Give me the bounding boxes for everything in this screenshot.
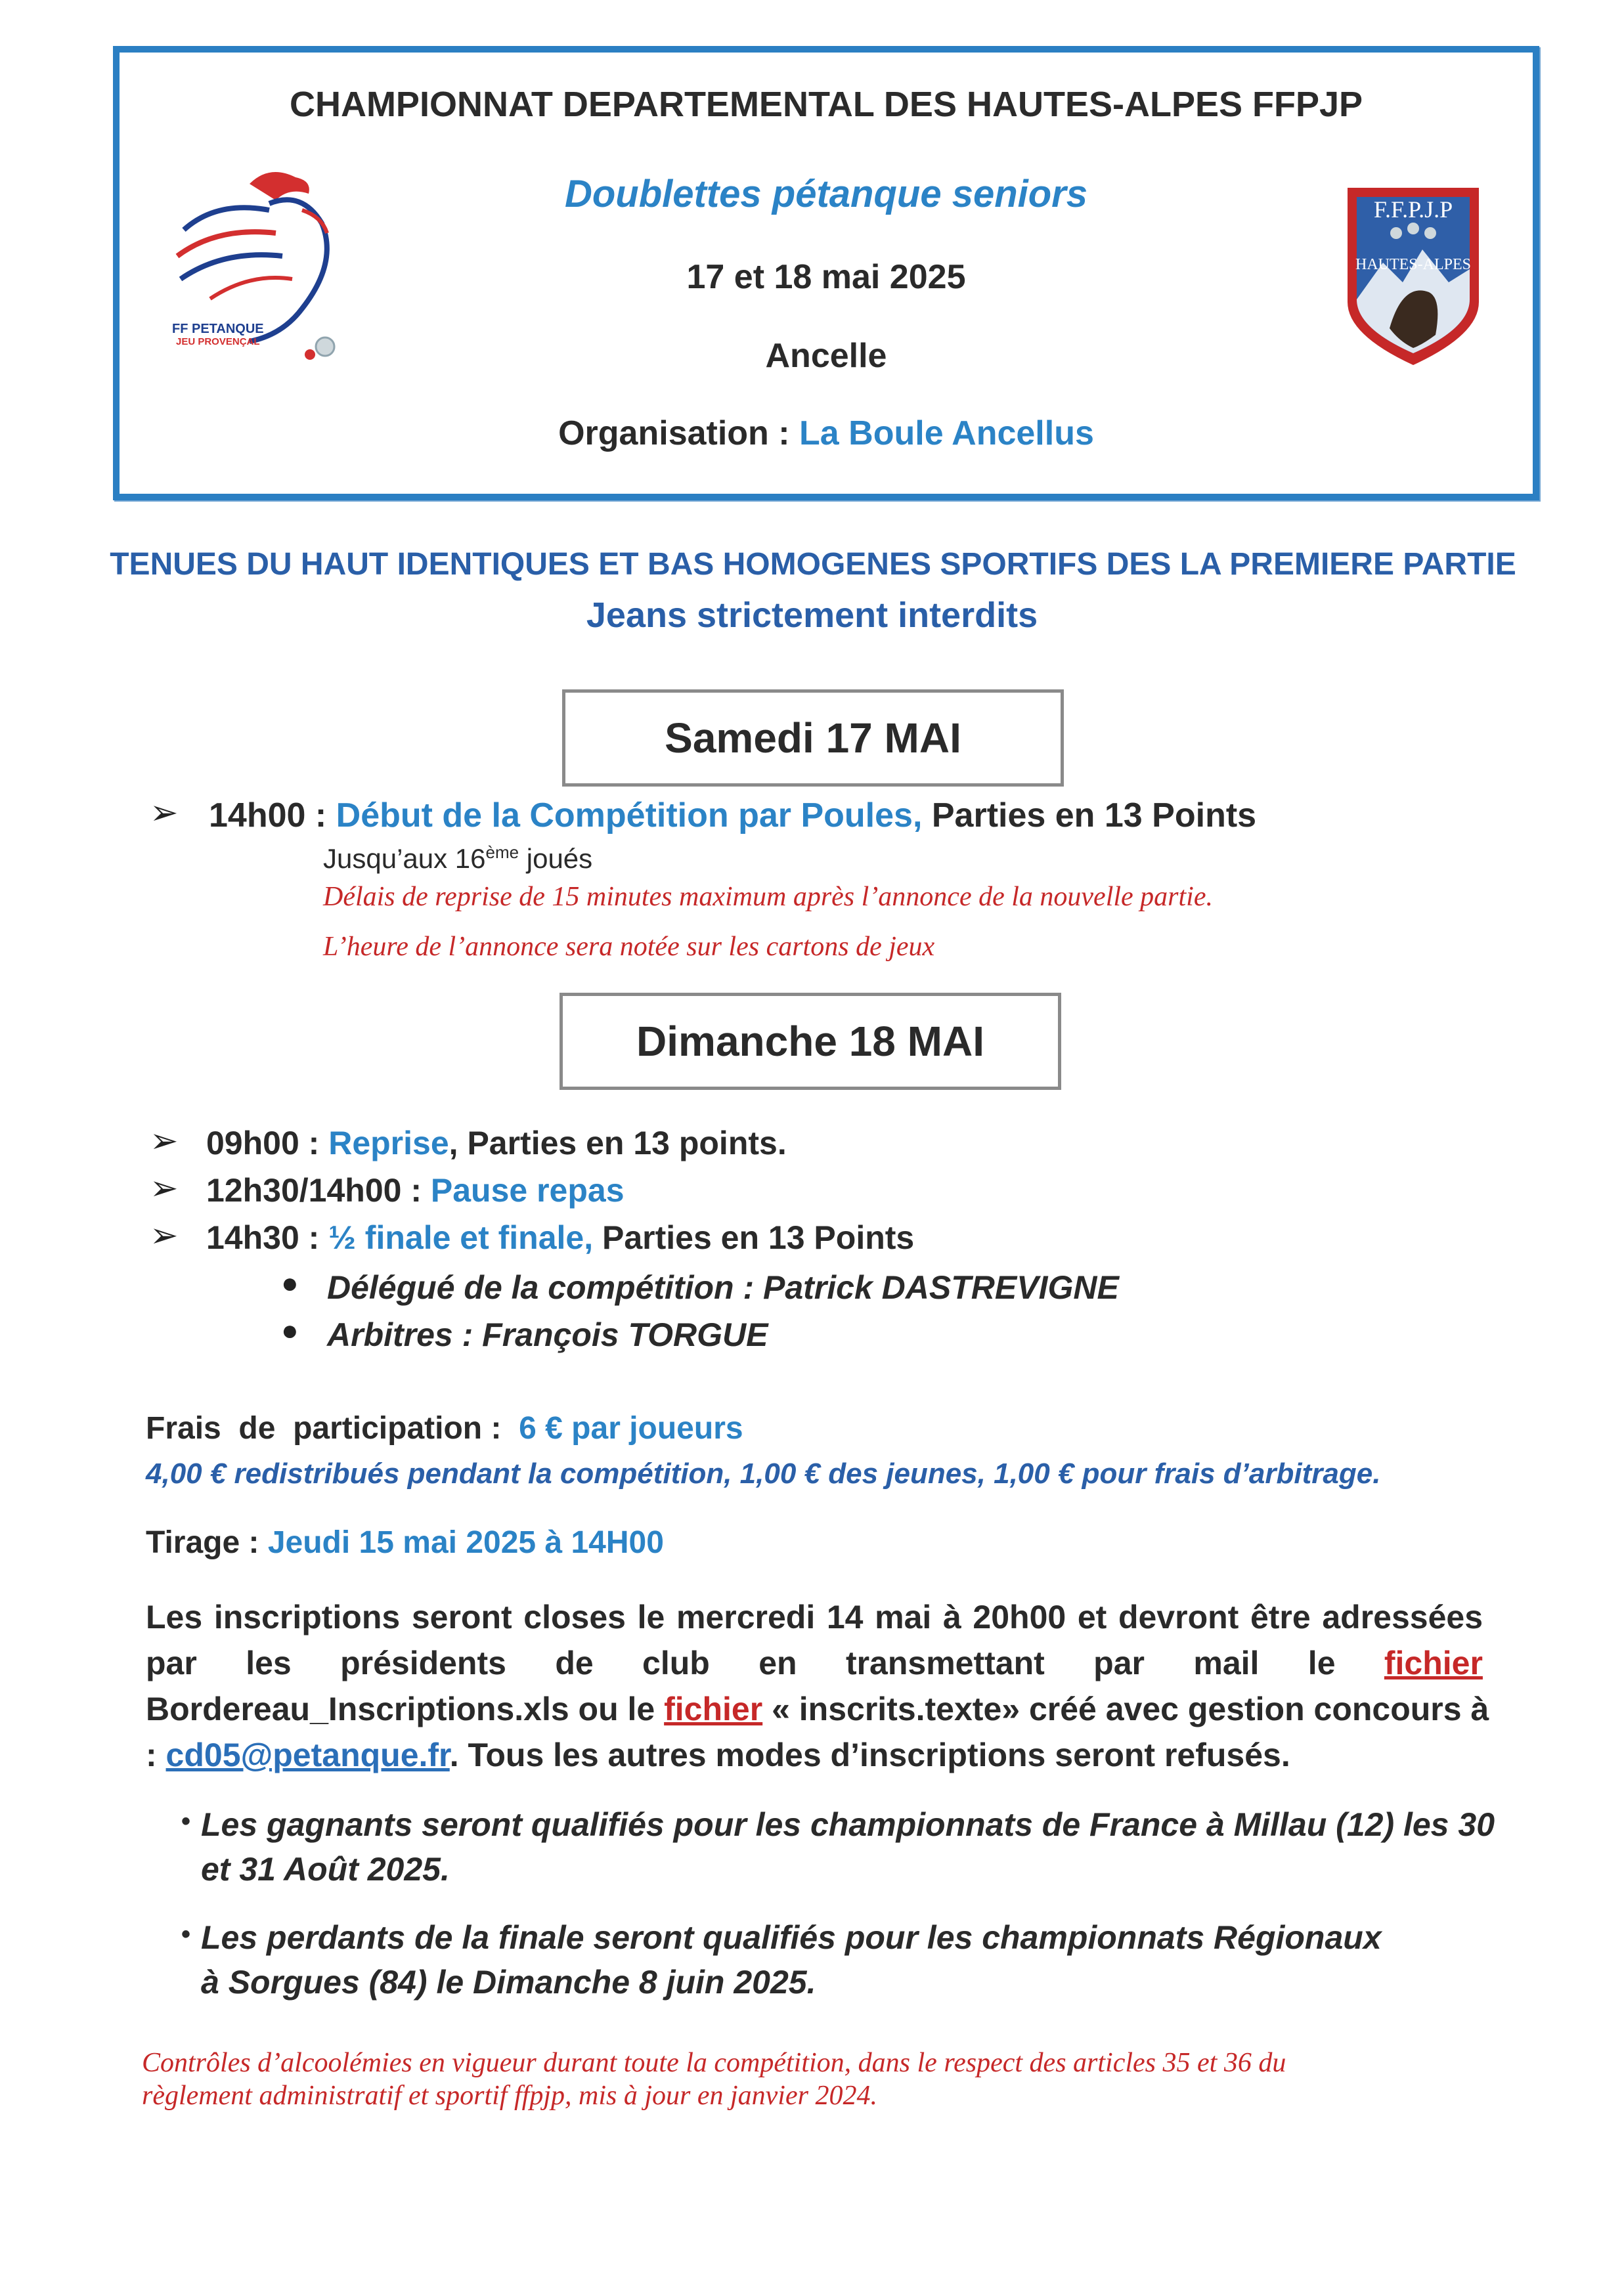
registration-word: transmettant <box>845 1645 1045 1681</box>
organisation-sep: : <box>768 414 800 452</box>
qualification-winners-line1: Les gagnants seront qualifiés pour les championnats de France à Millau (12) les 30 <box>201 1806 1495 1843</box>
saturday-rest: Parties en 13 Points <box>922 796 1257 834</box>
qualification-finalists-line1: Les perdants de la finale seront qualifiés pour les championnats Régionaux <box>201 1919 1382 1956</box>
registration-word: de <box>555 1645 594 1681</box>
fees-label: Frais de participation : <box>146 1411 502 1446</box>
registration-word: club <box>642 1645 710 1681</box>
sunday-item-highlight: ½ finale et finale, <box>328 1219 594 1256</box>
draw-label: Tirage : <box>146 1525 268 1560</box>
saturday-highlight: Début de la Compétition par Poules, <box>336 796 923 834</box>
sunday-item <box>206 1124 787 1162</box>
saturday-sub-post: joués <box>519 843 593 874</box>
sunday-item-highlight: Reprise <box>328 1125 449 1161</box>
sunday-item-rest: Parties en 13 Points <box>593 1219 915 1256</box>
bullet-dot-icon: ● <box>281 1314 299 1347</box>
logo-right-text-2: HAUTES-ALPES <box>1355 256 1471 273</box>
official-delegate: Délégué de la compétition : Patrick DASTREVIGNE <box>327 1269 1119 1306</box>
saturday-item <box>209 796 1256 835</box>
draw-line <box>146 1525 664 1561</box>
registration-line3-pre: Bordereau_Inscriptions.xls ou le <box>146 1691 665 1727</box>
registration-word: en <box>758 1645 797 1681</box>
qualification-winners-line2: et 31 Août 2025. <box>201 1851 450 1888</box>
subtitle: Doublettes pétanque seniors <box>564 173 1088 215</box>
registration-word: par <box>1093 1645 1145 1681</box>
dress-code-line2: Jeans strictement interdits <box>586 596 1038 635</box>
logo-left-text-2: JEU PROVENÇAL <box>176 336 260 347</box>
saturday-sub-sup: ème <box>485 842 519 862</box>
saturday-sub-pre: Jusqu’aux 16 <box>323 843 486 874</box>
organisation-line <box>113 414 1539 453</box>
saturday-heading: Samedi 17 MAI <box>562 689 1064 787</box>
bullet-dot-icon: • <box>181 1807 191 1836</box>
sunday-item-time: 09h00 : <box>206 1125 329 1161</box>
footer-line2: règlement administratif et sportif ffpjp, mis à jour en janvier 2024. <box>142 2081 877 2111</box>
bullet-dot-icon: • <box>181 1920 191 1949</box>
fichier-link[interactable]: fichier <box>664 1691 763 1727</box>
sunday-item-time: 12h30/14h00 : <box>206 1172 431 1209</box>
organisation-value: La Boule Ancellus <box>799 414 1094 452</box>
event-place: Ancelle <box>765 337 887 375</box>
bullet-dot-icon: ● <box>281 1267 299 1299</box>
organisation-label: Organisation <box>558 414 769 452</box>
draw-value: Jeudi 15 mai 2025 à 14H00 <box>267 1525 664 1560</box>
registration-word: présidents <box>340 1645 506 1681</box>
sunday-item-rest: , Parties en 13 points. <box>449 1125 787 1161</box>
saturday-note2: L’heure de l’annonce sera notée sur les cartons de jeux <box>323 932 935 962</box>
saturday-note1: Délais de reprise de 15 minutes maximum après l’annonce de la nouvelle partie. <box>323 882 1213 912</box>
email-link[interactable]: cd05@petanque.fr <box>165 1737 450 1773</box>
saturday-sub <box>323 842 592 875</box>
footer-line1: Contrôles d’alcoolémies en vigueur durant toute la compétition, dans le respect des articles 35 et 36 du <box>142 2048 1286 2078</box>
event-dates: 17 et 18 mai 2025 <box>686 258 966 296</box>
page-title: CHAMPIONNAT DEPARTEMENTAL DES HAUTES-ALPES FFPJP <box>289 85 1363 124</box>
registration-word: le <box>1307 1645 1336 1681</box>
arrow-bullet-icon: ➢ <box>150 1169 179 1207</box>
dress-code-line1: TENUES DU HAUT IDENTIQUES ET BAS HOMOGENES SPORTIFS DES LA PREMIERE PARTIE <box>110 547 1516 582</box>
fees-detail: 4,00 € redistribués pendant la compétition, 1,00 € des jeunes, 1,00 € pour frais d’arbitrage. <box>146 1458 1381 1490</box>
logo-left-text-1: FF PETANQUE <box>172 322 264 336</box>
logo-right-text-1: F.F.P.J.P <box>1373 196 1453 223</box>
registration-line2 <box>146 1644 1483 1682</box>
sunday-heading: Dimanche 18 MAI <box>560 993 1061 1090</box>
registration-line1: Les inscriptions seront closes le mercredi 14 mai à 20h00 et devront être adressées <box>146 1599 1483 1635</box>
registration-word: par <box>146 1645 197 1681</box>
sunday-item-highlight: Pause repas <box>430 1172 625 1209</box>
sunday-item <box>206 1171 625 1209</box>
arrow-bullet-icon: ➢ <box>150 794 179 832</box>
sunday-item <box>206 1219 914 1257</box>
registration-line4 <box>146 1736 1290 1774</box>
sunday-item-time: 14h30 : <box>206 1219 329 1256</box>
arrow-bullet-icon: ➢ <box>150 1122 179 1160</box>
registration-word: les <box>246 1645 292 1681</box>
registration-line3-post: « inscrits.texte» créé avec gestion concours à <box>762 1691 1489 1727</box>
arrow-bullet-icon: ➢ <box>150 1217 179 1255</box>
registration-word: mail <box>1193 1645 1260 1681</box>
registration-line3 <box>146 1690 1489 1728</box>
official-referee: Arbitres : François TORGUE <box>327 1316 768 1353</box>
fees-value: 6 € par joueurs <box>519 1411 743 1446</box>
registration-line4-post: . Tous les autres modes d’inscriptions seront refusés. <box>449 1737 1290 1773</box>
qualification-finalists-line2: à Sorgues (84) le Dimanche 8 juin 2025. <box>201 1964 816 2001</box>
saturday-time: 14h00 : <box>209 796 336 834</box>
fees-line <box>146 1410 743 1446</box>
registration-line4-pre: : <box>146 1737 166 1773</box>
fichier-link[interactable]: fichier <box>1384 1645 1483 1681</box>
